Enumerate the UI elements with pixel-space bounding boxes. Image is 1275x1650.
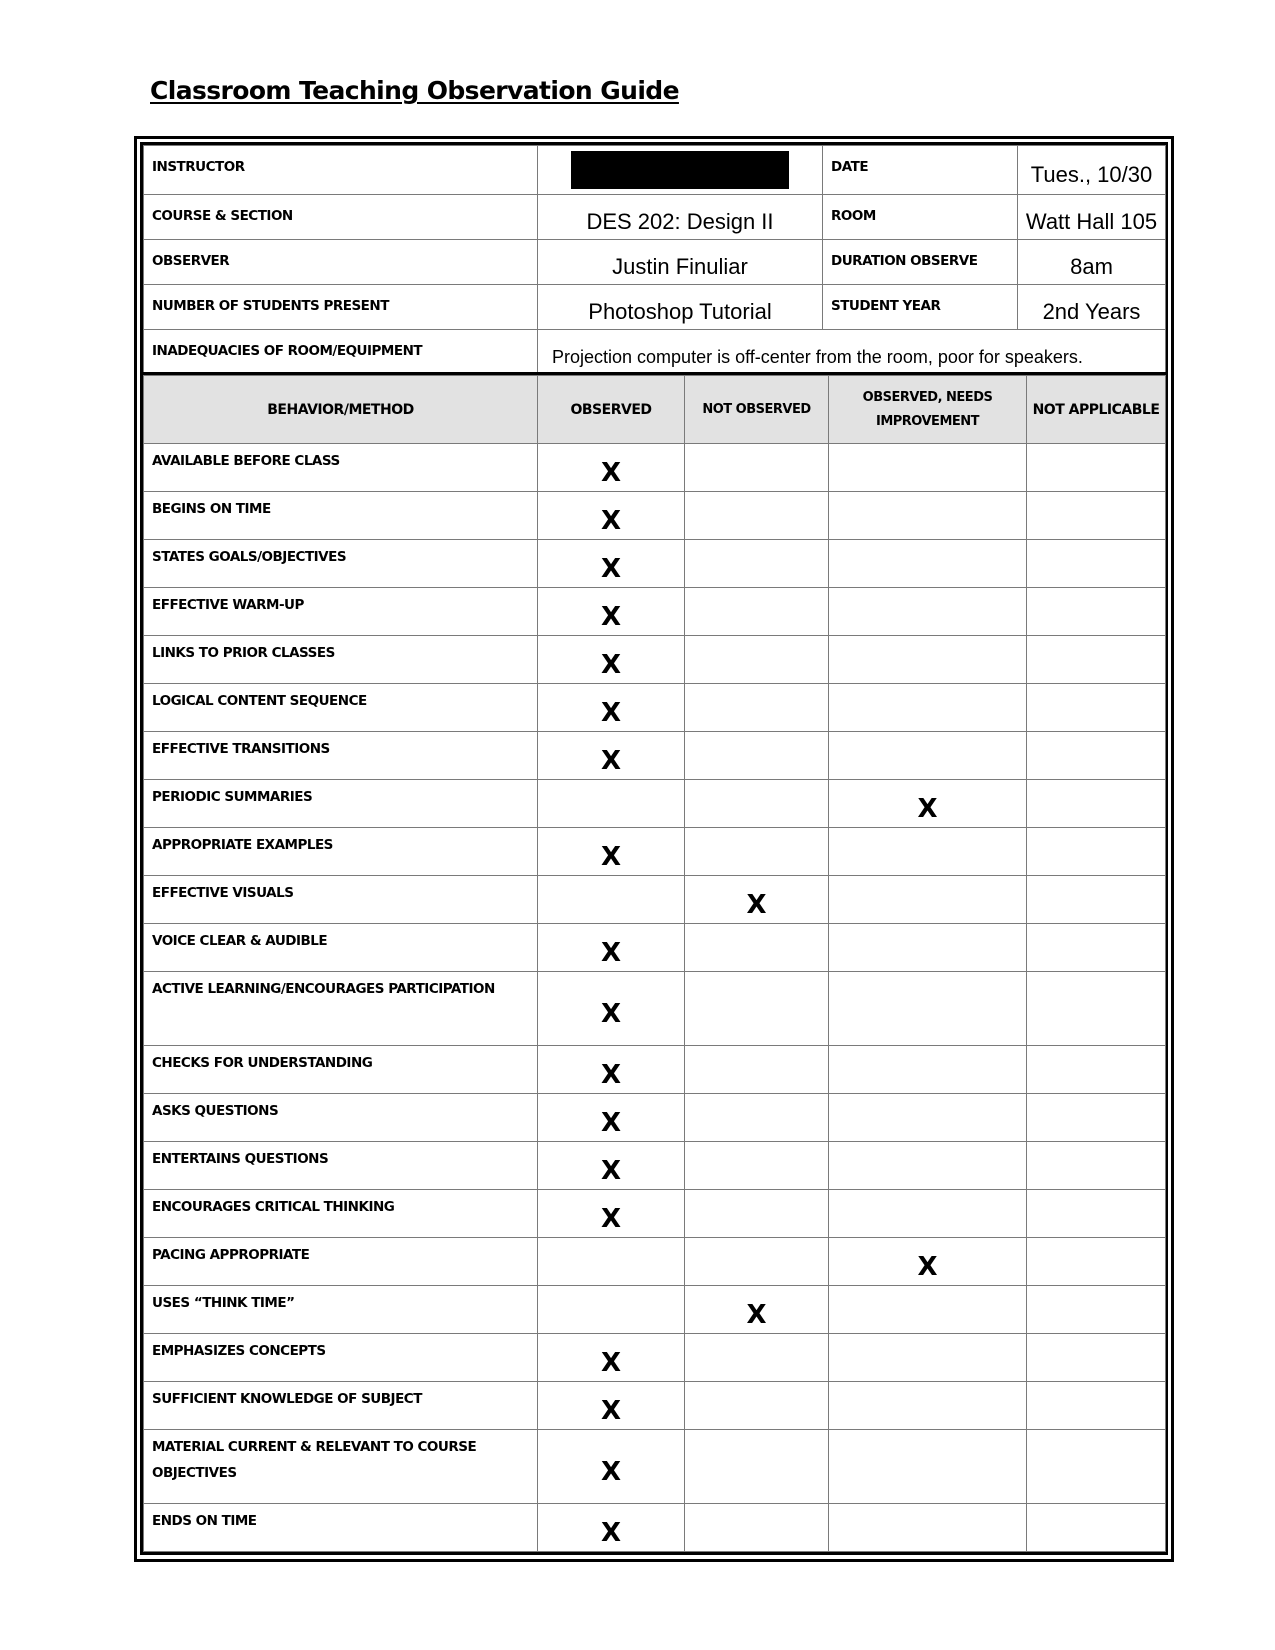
student-year-value: 2nd Years	[1018, 285, 1166, 330]
course-value: DES 202: Design II	[538, 195, 823, 240]
students-label: NUMBER OF STUDENTS PRESENT	[144, 285, 538, 330]
not-applicable-cell	[1027, 636, 1166, 684]
behavior-label: LINKS TO PRIOR CLASSES	[144, 636, 538, 684]
not-applicable-cell	[1027, 924, 1166, 972]
not-observed-cell	[685, 684, 829, 732]
observed-cell: X	[538, 924, 685, 972]
behavior-label: PERIODIC SUMMARIES	[144, 780, 538, 828]
behavior-table	[140, 372, 1168, 1555]
not-observed-cell	[685, 780, 829, 828]
behavior-label: VOICE CLEAR & AUDIBLE	[144, 924, 538, 972]
behavior-label: ENTERTAINS QUESTIONS	[144, 1142, 538, 1190]
needs-improvement-cell	[829, 732, 1027, 780]
observed-cell: X	[538, 1504, 685, 1552]
table-row	[144, 444, 1166, 492]
not-applicable-cell	[1027, 1504, 1166, 1552]
not-applicable-cell	[1027, 1094, 1166, 1142]
behavior-label: MATERIAL CURRENT & RELEVANT TO COURSE OBJECTIVES	[144, 1430, 538, 1504]
not-applicable-cell	[1027, 1430, 1166, 1504]
behavior-label: ENCOURAGES CRITICAL THINKING	[144, 1190, 538, 1238]
inadequacies-label: INADEQUACIES OF ROOM/EQUIPMENT	[144, 330, 538, 376]
observed-cell	[538, 1286, 685, 1334]
column-header-needs-improvement: OBSERVED, NEEDS IMPROVEMENT	[829, 376, 1027, 444]
table-row	[144, 636, 1166, 684]
not-applicable-cell	[1027, 1190, 1166, 1238]
behavior-label: USES “THINK TIME”	[144, 1286, 538, 1334]
behavior-label: EMPHASIZES CONCEPTS	[144, 1334, 538, 1382]
table-row	[144, 492, 1166, 540]
observed-cell: X	[538, 1190, 685, 1238]
needs-improvement-cell	[829, 1142, 1027, 1190]
date-value: Tues., 10/30	[1018, 146, 1166, 195]
observer-value: Justin Finuliar	[538, 240, 823, 285]
not-observed-cell	[685, 1142, 829, 1190]
not-applicable-cell	[1027, 1046, 1166, 1094]
not-observed-cell	[685, 1094, 829, 1142]
needs-improvement-cell	[829, 1504, 1027, 1552]
table-row	[144, 1382, 1166, 1430]
behavior-label: CHECKS FOR UNDERSTANDING	[144, 1046, 538, 1094]
table-row	[144, 1504, 1166, 1552]
observed-cell: X	[538, 492, 685, 540]
needs-improvement-cell	[829, 1286, 1027, 1334]
observed-cell: X	[538, 684, 685, 732]
not-applicable-cell	[1027, 732, 1166, 780]
observed-cell: X	[538, 1046, 685, 1094]
table-row	[144, 1190, 1166, 1238]
not-applicable-cell	[1027, 1334, 1166, 1382]
duration-label: DURATION OBSERVE	[823, 240, 1018, 285]
student-year-label: STUDENT YEAR	[823, 285, 1018, 330]
behavior-label: SUFFICIENT KNOWLEDGE OF SUBJECT	[144, 1382, 538, 1430]
not-applicable-cell	[1027, 540, 1166, 588]
info-row-observer	[144, 240, 1166, 285]
behavior-label: PACING APPROPRIATE	[144, 1238, 538, 1286]
not-observed-cell	[685, 1334, 829, 1382]
observed-cell: X	[538, 1094, 685, 1142]
not-applicable-cell	[1027, 684, 1166, 732]
table-row	[144, 972, 1166, 1046]
needs-improvement-cell	[829, 828, 1027, 876]
behavior-label: BEGINS ON TIME	[144, 492, 538, 540]
table-row	[144, 1094, 1166, 1142]
needs-improvement-cell	[829, 876, 1027, 924]
not-applicable-cell	[1027, 588, 1166, 636]
needs-improvement-cell: X	[829, 1238, 1027, 1286]
not-applicable-cell	[1027, 876, 1166, 924]
not-observed-cell	[685, 492, 829, 540]
behavior-label: LOGICAL CONTENT SEQUENCE	[144, 684, 538, 732]
table-row	[144, 1238, 1166, 1286]
needs-improvement-cell	[829, 1094, 1027, 1142]
table-row	[144, 588, 1166, 636]
observed-cell: X	[538, 444, 685, 492]
room-label: ROOM	[823, 195, 1018, 240]
not-observed-cell	[685, 540, 829, 588]
not-applicable-cell	[1027, 444, 1166, 492]
info-row-inadequacies	[144, 330, 1166, 376]
observed-cell	[538, 876, 685, 924]
room-value: Watt Hall 105	[1018, 195, 1166, 240]
behavior-label: AVAILABLE BEFORE CLASS	[144, 444, 538, 492]
needs-improvement-cell	[829, 444, 1027, 492]
observed-cell: X	[538, 828, 685, 876]
column-header-not-observed: NOT OBSERVED	[685, 376, 829, 444]
not-applicable-cell	[1027, 780, 1166, 828]
observed-cell: X	[538, 636, 685, 684]
needs-improvement-cell	[829, 540, 1027, 588]
not-observed-cell	[685, 732, 829, 780]
needs-improvement-cell	[829, 636, 1027, 684]
observer-label: OBSERVER	[144, 240, 538, 285]
observed-cell	[538, 780, 685, 828]
info-row-students	[144, 285, 1166, 330]
observed-cell	[538, 1238, 685, 1286]
info-row-course	[144, 195, 1166, 240]
needs-improvement-cell	[829, 1190, 1027, 1238]
needs-improvement-cell	[829, 684, 1027, 732]
not-applicable-cell	[1027, 972, 1166, 1046]
not-observed-cell	[685, 1382, 829, 1430]
info-table	[140, 142, 1168, 379]
table-row	[144, 1142, 1166, 1190]
behavior-label: EFFECTIVE WARM-UP	[144, 588, 538, 636]
not-observed-cell	[685, 1190, 829, 1238]
students-value: Photoshop Tutorial	[538, 285, 823, 330]
needs-improvement-cell	[829, 1334, 1027, 1382]
behavior-label: APPROPRIATE EXAMPLES	[144, 828, 538, 876]
needs-improvement-cell	[829, 492, 1027, 540]
not-applicable-cell	[1027, 492, 1166, 540]
observed-cell: X	[538, 1430, 685, 1504]
observed-cell: X	[538, 588, 685, 636]
not-observed-cell	[685, 1504, 829, 1552]
not-applicable-cell	[1027, 1382, 1166, 1430]
table-row	[144, 1334, 1166, 1382]
column-header-observed: OBSERVED	[538, 376, 685, 444]
behavior-header-row	[144, 376, 1166, 444]
column-header-not-applicable: NOT APPLICABLE	[1027, 376, 1166, 444]
not-applicable-cell	[1027, 828, 1166, 876]
duration-value: 8am	[1018, 240, 1166, 285]
not-observed-cell	[685, 972, 829, 1046]
observed-cell: X	[538, 1334, 685, 1382]
table-row	[144, 924, 1166, 972]
observed-cell: X	[538, 1142, 685, 1190]
page-title: Classroom Teaching Observation Guide	[150, 76, 679, 105]
behavior-label: ASKS QUESTIONS	[144, 1094, 538, 1142]
table-row	[144, 1286, 1166, 1334]
instructor-value	[538, 146, 823, 195]
not-observed-cell	[685, 636, 829, 684]
column-header-behavior: BEHAVIOR/METHOD	[144, 376, 538, 444]
table-row	[144, 540, 1166, 588]
observed-cell: X	[538, 1382, 685, 1430]
table-row	[144, 780, 1166, 828]
behavior-label: EFFECTIVE VISUALS	[144, 876, 538, 924]
info-row-instructor	[144, 146, 1166, 195]
table-row	[144, 684, 1166, 732]
table-row	[144, 1046, 1166, 1094]
needs-improvement-cell	[829, 588, 1027, 636]
behavior-label: ENDS ON TIME	[144, 1504, 538, 1552]
not-applicable-cell	[1027, 1238, 1166, 1286]
not-observed-cell	[685, 1430, 829, 1504]
not-observed-cell	[685, 1046, 829, 1094]
not-applicable-cell	[1027, 1286, 1166, 1334]
needs-improvement-cell	[829, 1046, 1027, 1094]
date-label: DATE	[823, 146, 1018, 195]
not-observed-cell	[685, 828, 829, 876]
not-observed-cell: X	[685, 876, 829, 924]
observed-cell: X	[538, 972, 685, 1046]
needs-improvement-cell: X	[829, 780, 1027, 828]
needs-improvement-cell	[829, 972, 1027, 1046]
behavior-label: STATES GOALS/OBJECTIVES	[144, 540, 538, 588]
needs-improvement-cell	[829, 1382, 1027, 1430]
observed-cell: X	[538, 732, 685, 780]
redaction-block	[571, 151, 789, 189]
observed-cell: X	[538, 540, 685, 588]
behavior-label: ACTIVE LEARNING/ENCOURAGES PARTICIPATION	[144, 972, 538, 1046]
table-row	[144, 876, 1166, 924]
course-label: COURSE & SECTION	[144, 195, 538, 240]
not-applicable-cell	[1027, 1142, 1166, 1190]
not-observed-cell	[685, 588, 829, 636]
table-row	[144, 1430, 1166, 1504]
instructor-label: INSTRUCTOR	[144, 146, 538, 195]
behavior-label: EFFECTIVE TRANSITIONS	[144, 732, 538, 780]
not-observed-cell: X	[685, 1286, 829, 1334]
needs-improvement-cell	[829, 1430, 1027, 1504]
not-observed-cell	[685, 924, 829, 972]
table-row	[144, 732, 1166, 780]
inadequacies-value: Projection computer is off-center from the room, poor for speakers.	[538, 330, 1166, 376]
not-observed-cell	[685, 444, 829, 492]
not-observed-cell	[685, 1238, 829, 1286]
table-row	[144, 828, 1166, 876]
needs-improvement-cell	[829, 924, 1027, 972]
